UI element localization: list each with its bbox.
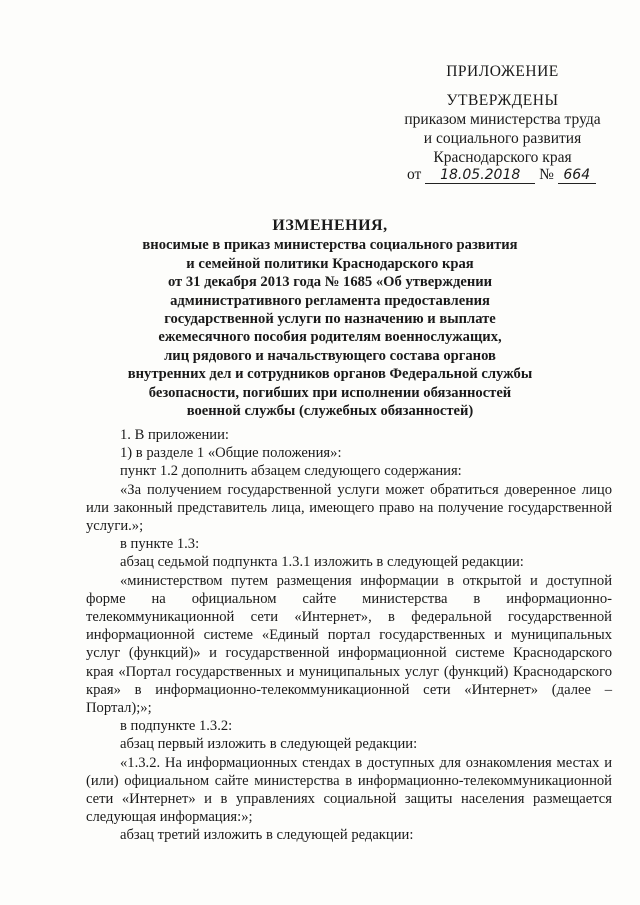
approval-block [395,62,610,167]
body-paragraph: пункт 1.2 дополнить абзацем следующего содержания: [120,463,462,480]
title-line: военной службы (служебных обязанностей) [186,403,474,420]
handwritten-number: 664 [558,167,596,184]
title-line: вносимые в приказ министерства социального развития [142,237,518,254]
title-line: лиц рядового и начальствующего состава органов [164,347,496,364]
body-paragraph: 1) в разделе 1 «Общие положения»: [120,445,342,462]
approval-line-1: приказом министерства труда [404,111,601,128]
title-line: административного регламента предоставления [170,292,490,309]
from-label: от [407,166,422,183]
title-line: внутренних дел и сотрудников органов Федеральной службы [127,366,533,383]
title-main: ИЗМЕНЕНИЯ, [272,217,388,234]
body-paragraph: абзац третий изложить в следующей редакции: [120,827,414,844]
document-body [86,426,612,845]
appendix-label: ПРИЛОЖЕНИЕ [446,63,559,80]
body-paragraph: в пункте 1.3: [120,536,200,553]
body-paragraph: в подпункте 1.3.2: [120,718,233,735]
body-paragraph: абзац седьмой подпункта 1.3.1 изложить в следующей редакции: [120,554,524,571]
document-title [120,217,540,420]
body-paragraph: 1. В приложении: [120,427,229,443]
title-line: от 31 декабря 2013 года № 1685 «Об утверждении [167,274,493,291]
title-line: безопасности, погибших при исполнении обязанностей [148,384,512,401]
body-paragraph: абзац первый изложить в следующей редакции: [120,736,418,753]
order-date-number-line [407,166,617,184]
title-line: ежемесячного пособия родителям военнослужащих, [158,329,502,346]
approval-line-2: и социального развития [423,130,582,147]
title-line: государственной услуги по назначению и выплате [164,311,496,328]
handwritten-date: 18.05.2018 [425,167,535,184]
body-paragraph: «министерством путем размещения информации в открытой и доступной форме на официальном сайте министерства в информационно-телекоммуникационной сети «Интернет», в федеральной государственной информационной системе «Единый портал государственных и муниципальных услуг (функций)» и государственной информационной системе Краснодарского края «Портал государственных и муниципальных услуг (функций) Краснодарского края» в информационно-телекоммуникационной сети «Интернет» (далее – Портал);»; [86,572,612,717]
approval-line-3: Краснодарского края [433,149,572,166]
body-paragraph: «За получением государственной услуги может обратиться доверенное лицо или законный представитель лица, имеющего право на получение государственной услуги.»; [86,481,612,535]
number-sign: № [539,166,554,183]
title-line: и семейной политики Краснодарского края [186,255,474,272]
body-paragraph: «1.3.2. На информационных стендах в доступных для ознакомления местах и (или) официальном сайте министерства в информационно-телекоммуникационной сети «Интернет» и в управлениях социальной защиты населения размещается следующая информация:»; [86,754,612,826]
approved-label: УТВЕРЖДЕНЫ [446,92,559,109]
